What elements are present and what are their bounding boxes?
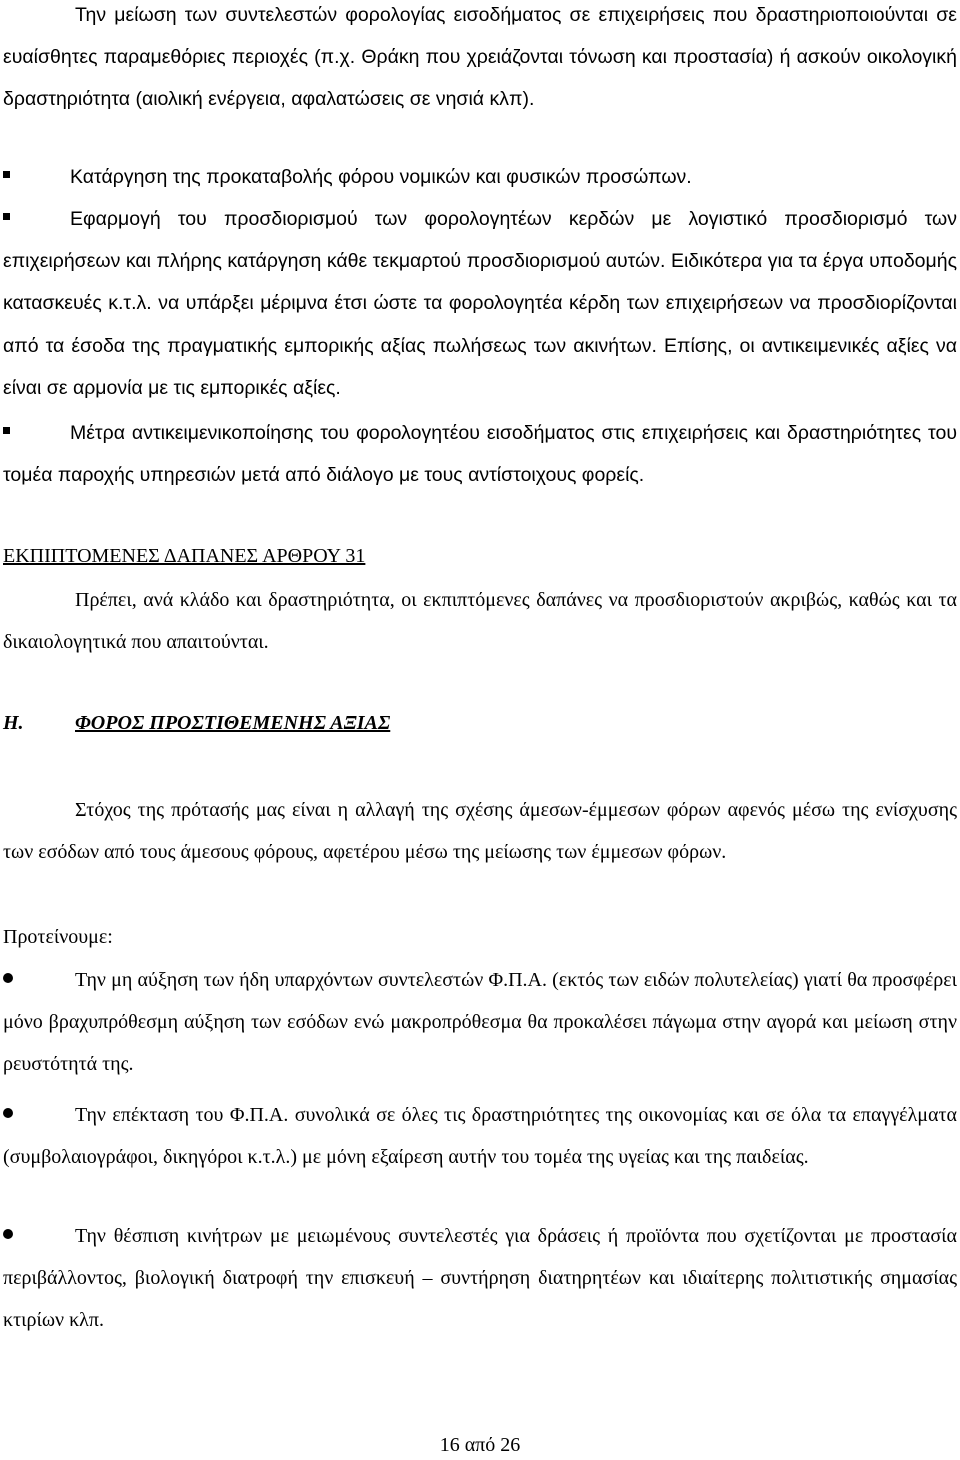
bullet-text: Εφαρμογή του προσδιορισμού των φορολογητέων κερδών με λογιστικό προσδιορισμό των επιχειρήσεων και πλήρης κατάργηση κάθε τεκμαρτού προσδιορισμού αυτών. Ειδικότερα για τα έργα υποδομής κατασκευές κ.τ.λ. να υπάρξει μέριμνα έτσι ώστε τα φορολογητέα κέρδη των επιχειρήσεων να προσδιορίζονται από τα έσοδα της πραγματικής εμπορικής αξίας πωλήσεως των ακινήτων. Επίσης, οι αντικειμενικές αξίες να είναι σε αρμονία με τις εμπορικές αξίες. [3,208,957,399]
round-bullet-icon [3,1229,13,1239]
section-title: ΦΟΡΟΣ ΠΡΟΣΤΙΘΕΜΕΝΗΣ ΑΞΙΑΣ [75,712,391,734]
bullet-item-objectification [3,412,957,496]
bullet-item-vat-incentives [3,1215,957,1342]
propose-label: Προτείνουμε: [3,926,113,948]
bullet-text: Μέτρα αντικειμενικοποίησης του φορολογητέου εισοδήματος στις επιχειρήσεις και δραστηριότητες του τομέα παροχής υπηρεσιών μετά από διάλογο με τους αντίστοιχους φορείς. [3,422,957,487]
round-bullet-icon [3,1108,13,1118]
subheading-deductible-expenses: ΕΚΠΙΠΤΟΜΕΝΕΣ ΔΑΠΑΝΕΣ ΑΡΘΡΟΥ 31 [3,545,366,567]
round-bullet-icon [3,973,13,983]
paragraph-deductions: Πρέπει, ανά κλάδο και δραστηριότητα, οι εκπιπτόμενες δαπάνες να προσδιοριστούν ακριβώς, καθώς και τα δικαιολογητικά που απαιτούνται. [3,589,957,654]
square-bullet-icon [3,427,10,434]
page-number-footer: 16 από 26 [439,1434,521,1456]
bullet-item-advance-tax [3,156,957,198]
paragraph-reduced-tax-rates: Την μείωση των συντελεστών φορολογίας εισοδήματος σε επιχειρήσεις που δραστηριοποιούνται σε ευαίσθητες παραμεθόριες περιοχές (π.χ. Θράκη που χρειάζονται τόνωση και προστασία) ή ασκούν οικολογική δραστηριότητα (αιολική ενέργεια, αφαλατώσεις σε νησιά κλπ). [3,4,957,111]
bullet-item-vat-no-increase [3,959,957,1086]
section-number: Η. [3,712,24,734]
bullet-text: Την θέσπιση κινήτρων με μειωμένους συντελεστές για δράσεις ή προϊόντα που σχετίζονται με προστασία περιβάλλοντος, βιολογική διατροφή την επισκευή – συντήρηση διατηρητέων και ιδιαίτερης πολιτιστικής σημασίας κτιρίων κλπ. [3,1225,957,1332]
bullet-text: Κατάργηση της προκαταβολής φόρου νομικών και φυσικών προσώπων. [70,166,692,188]
paragraph-goal: Στόχος της πρότασής μας είναι η αλλαγή της σχέσης άμεσων-έμμεσων φόρων αφενός μέσω της ενίσχυσης των εσόδων από τους άμεσους φόρους, αφετέρου μέσω της μείωσης των έμμεσων φόρων. [3,799,957,864]
bullet-text: Την μη αύξηση των ήδη υπαρχόντων συντελεστών Φ.Π.Α. (εκτός των ειδών πολυτελείας) γιατί θα προσφέρει μόνο βραχυπρόθεσμη αύξηση των εσόδων ενώ μακροπρόθεσμα θα προκαλέσει πάγωμα στην αγορά και μείωση στην ρευστότητά της. [3,969,957,1076]
bullet-text: Την επέκταση του Φ.Π.Α. συνολικά σε όλες τις δραστηριότητες της οικονομίας και σε όλα τα επαγγέλματα (συμβολαιογράφοι, δικηγόροι κ.τ.λ.) με μόνη εξαίρεση αυτήν του τομέα της υγείας και της παιδείας. [3,1104,957,1169]
bullet-item-vat-extension [3,1094,957,1178]
square-bullet-icon [3,171,10,178]
section-heading-vat [3,712,390,735]
bullet-item-profit-determination [3,198,957,409]
square-bullet-icon [3,213,10,220]
